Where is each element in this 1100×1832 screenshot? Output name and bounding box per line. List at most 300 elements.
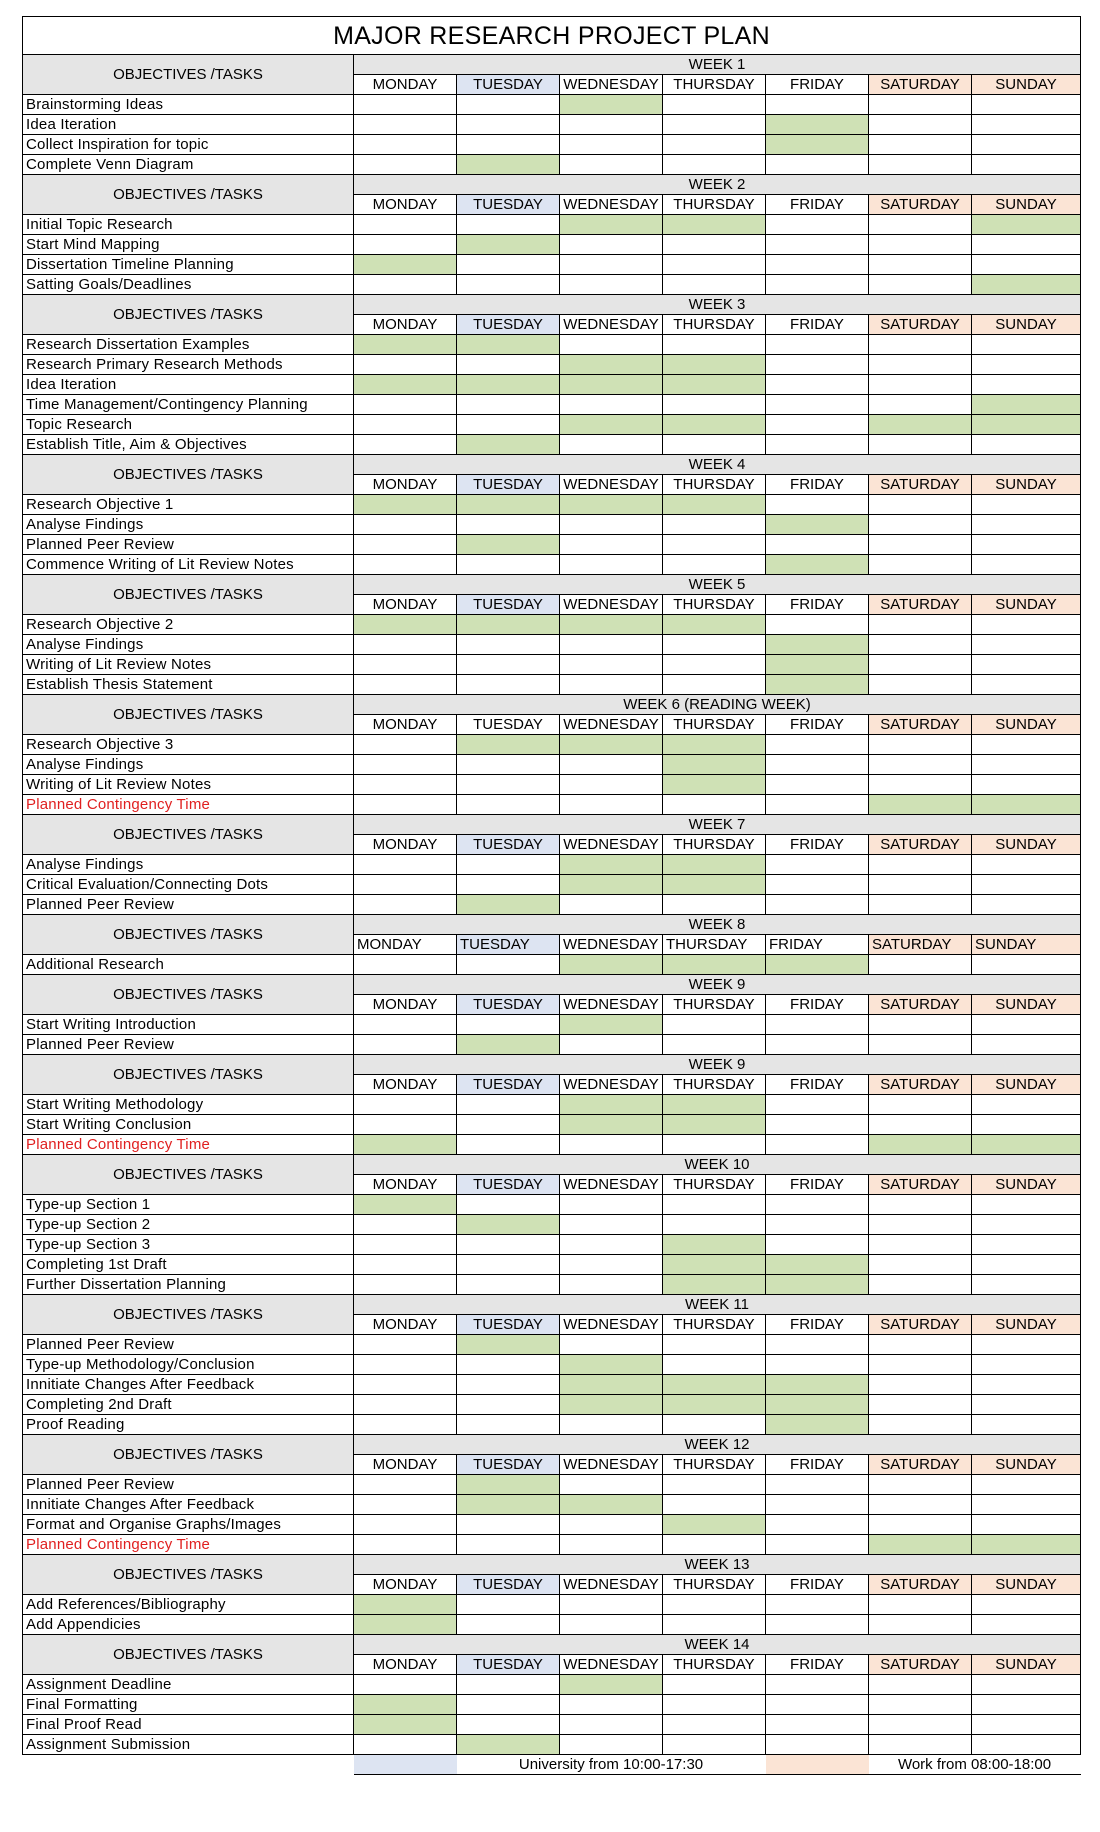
empty-cell-monday (354, 1495, 457, 1515)
empty-cell-monday (354, 1275, 457, 1295)
empty-cell-tuesday (457, 275, 560, 295)
task-row (23, 1275, 1081, 1295)
empty-cell-tuesday (457, 115, 560, 135)
day-header-thursday: THURSDAY (663, 195, 766, 215)
day-header-saturday: SATURDAY (869, 1455, 972, 1475)
empty-cell-thursday (663, 255, 766, 275)
empty-cell-friday (766, 735, 869, 755)
empty-cell-saturday (869, 215, 972, 235)
task-name: Planned Contingency Time (23, 1135, 354, 1155)
empty-cell-wednesday (560, 1135, 663, 1155)
task-name: Research Objective 2 (23, 615, 354, 635)
empty-cell-saturday (869, 1475, 972, 1495)
empty-cell-saturday (869, 395, 972, 415)
day-header-wednesday: WEDNESDAY (560, 1655, 663, 1675)
empty-cell-tuesday (457, 855, 560, 875)
week-label: WEEK 2 (354, 175, 1081, 195)
week-label: WEEK 14 (354, 1635, 1081, 1655)
empty-cell-monday (354, 415, 457, 435)
empty-cell-tuesday (457, 1275, 560, 1295)
day-header-tuesday: TUESDAY (457, 1655, 560, 1675)
task-row (23, 415, 1081, 435)
scheduled-cell-thursday (663, 415, 766, 435)
task-name: Completing 2nd Draft (23, 1395, 354, 1415)
empty-cell-saturday (869, 555, 972, 575)
empty-cell-saturday (869, 1615, 972, 1635)
task-name: Additional Research (23, 955, 354, 975)
empty-cell-tuesday (457, 1255, 560, 1275)
task-name: Research Primary Research Methods (23, 355, 354, 375)
empty-cell-thursday (663, 1215, 766, 1235)
day-header-thursday: THURSDAY (663, 715, 766, 735)
task-name: Writing of Lit Review Notes (23, 655, 354, 675)
scheduled-cell-thursday (663, 755, 766, 775)
empty-cell-thursday (663, 1335, 766, 1355)
task-name: Planned Peer Review (23, 1475, 354, 1495)
scheduled-cell-monday (354, 1615, 457, 1635)
task-name: Planned Contingency Time (23, 1535, 354, 1555)
objectives-tasks-header: OBJECTIVES /TASKS (23, 815, 354, 855)
day-header-thursday: THURSDAY (663, 1075, 766, 1095)
task-row (23, 875, 1081, 895)
scheduled-cell-thursday (663, 1115, 766, 1135)
empty-cell-wednesday (560, 1215, 663, 1235)
task-row (23, 1615, 1081, 1635)
day-header-tuesday: TUESDAY (457, 715, 560, 735)
empty-cell-monday (354, 115, 457, 135)
empty-cell-monday (354, 235, 457, 255)
empty-cell-friday (766, 895, 869, 915)
empty-cell-sunday (972, 1495, 1081, 1515)
task-row (23, 515, 1081, 535)
day-header-friday: FRIDAY (766, 835, 869, 855)
title-row (23, 17, 1081, 55)
week-label: WEEK 13 (354, 1555, 1081, 1575)
task-row (23, 375, 1081, 395)
task-row (23, 555, 1081, 575)
empty-cell-monday (354, 855, 457, 875)
empty-cell-monday (354, 215, 457, 235)
university-color-swatch (354, 1755, 457, 1775)
empty-cell-sunday (972, 1395, 1081, 1415)
empty-cell-friday (766, 415, 869, 435)
scheduled-cell-wednesday (560, 615, 663, 635)
empty-cell-monday (354, 775, 457, 795)
empty-cell-tuesday (457, 775, 560, 795)
empty-cell-saturday (869, 735, 972, 755)
task-row (23, 655, 1081, 675)
empty-cell-wednesday (560, 115, 663, 135)
week-label: WEEK 11 (354, 1295, 1081, 1315)
scheduled-cell-saturday (869, 1535, 972, 1555)
scheduled-cell-sunday (972, 795, 1081, 815)
empty-cell-friday (766, 435, 869, 455)
empty-cell-monday (354, 1115, 457, 1135)
empty-cell-friday (766, 155, 869, 175)
task-row (23, 1515, 1081, 1535)
scheduled-cell-monday (354, 1195, 457, 1215)
scheduled-cell-thursday (663, 875, 766, 895)
empty-cell-sunday (972, 1235, 1081, 1255)
day-header-saturday: SATURDAY (869, 1315, 972, 1335)
empty-cell-sunday (972, 735, 1081, 755)
empty-cell-monday (354, 675, 457, 695)
empty-cell-friday (766, 395, 869, 415)
empty-cell-saturday (869, 335, 972, 355)
empty-cell-tuesday (457, 395, 560, 415)
scheduled-cell-monday (354, 255, 457, 275)
day-header-monday: MONDAY (354, 1655, 457, 1675)
empty-cell-tuesday (457, 1115, 560, 1135)
task-name: Start Writing Methodology (23, 1095, 354, 1115)
week-label: WEEK 8 (354, 915, 1081, 935)
empty-cell-tuesday (457, 1595, 560, 1615)
scheduled-cell-wednesday (560, 495, 663, 515)
empty-cell-tuesday (457, 1375, 560, 1395)
empty-cell-wednesday (560, 1035, 663, 1055)
task-name: Initial Topic Research (23, 215, 354, 235)
task-name: Dissertation Timeline Planning (23, 255, 354, 275)
empty-cell-tuesday (457, 1355, 560, 1375)
empty-cell-thursday (663, 155, 766, 175)
scheduled-cell-wednesday (560, 955, 663, 975)
scheduled-cell-monday (354, 1595, 457, 1615)
task-row (23, 1115, 1081, 1135)
empty-cell-tuesday (457, 1235, 560, 1255)
scheduled-cell-friday (766, 1415, 869, 1435)
empty-cell-saturday (869, 1115, 972, 1135)
scheduled-cell-tuesday (457, 1495, 560, 1515)
empty-cell-friday (766, 1515, 869, 1535)
empty-cell-sunday (972, 255, 1081, 275)
week-header-row (23, 815, 1081, 835)
empty-cell-sunday (972, 635, 1081, 655)
empty-cell-thursday (663, 1675, 766, 1695)
empty-cell-thursday (663, 1535, 766, 1555)
day-header-saturday: SATURDAY (869, 75, 972, 95)
scheduled-cell-monday (354, 335, 457, 355)
empty-cell-saturday (869, 275, 972, 295)
day-header-saturday: SATURDAY (869, 995, 972, 1015)
empty-cell-tuesday (457, 1195, 560, 1215)
task-name: Start Writing Conclusion (23, 1115, 354, 1135)
empty-cell-wednesday (560, 1615, 663, 1635)
scheduled-cell-monday (354, 1715, 457, 1735)
task-name: Research Objective 1 (23, 495, 354, 515)
empty-cell-thursday (663, 895, 766, 915)
empty-cell-friday (766, 275, 869, 295)
empty-cell-sunday (972, 1215, 1081, 1235)
empty-cell-saturday (869, 1355, 972, 1375)
task-name: Type-up Methodology/Conclusion (23, 1355, 354, 1375)
day-header-friday: FRIDAY (766, 595, 869, 615)
week-header-row (23, 1635, 1081, 1655)
week-label: WEEK 12 (354, 1435, 1081, 1455)
empty-cell-thursday (663, 675, 766, 695)
empty-cell-saturday (869, 1255, 972, 1275)
legend-row (23, 1755, 1081, 1775)
task-name: Completing 1st Draft (23, 1255, 354, 1275)
task-name: Final Proof Read (23, 1715, 354, 1735)
task-row (23, 955, 1081, 975)
empty-cell-wednesday (560, 1235, 663, 1255)
empty-cell-friday (766, 1615, 869, 1635)
empty-cell-sunday (972, 895, 1081, 915)
empty-cell-saturday (869, 135, 972, 155)
empty-cell-sunday (972, 535, 1081, 555)
empty-cell-monday (354, 755, 457, 775)
empty-cell-saturday (869, 1495, 972, 1515)
empty-cell-thursday (663, 1735, 766, 1755)
day-header-monday: MONDAY (354, 715, 457, 735)
week-label: WEEK 5 (354, 575, 1081, 595)
scheduled-cell-thursday (663, 215, 766, 235)
task-name: Proof Reading (23, 1415, 354, 1435)
day-header-wednesday: WEDNESDAY (560, 195, 663, 215)
empty-cell-tuesday (457, 1535, 560, 1555)
objectives-tasks-header: OBJECTIVES /TASKS (23, 55, 354, 95)
work-color-swatch (766, 1755, 869, 1775)
empty-cell-monday (354, 435, 457, 455)
empty-cell-sunday (972, 775, 1081, 795)
empty-cell-thursday (663, 1615, 766, 1635)
empty-cell-tuesday (457, 515, 560, 535)
empty-cell-wednesday (560, 435, 663, 455)
day-header-saturday: SATURDAY (869, 315, 972, 335)
day-header-thursday: THURSDAY (663, 315, 766, 335)
empty-cell-friday (766, 235, 869, 255)
scheduled-cell-friday (766, 115, 869, 135)
scheduled-cell-saturday (869, 795, 972, 815)
scheduled-cell-tuesday (457, 235, 560, 255)
scheduled-cell-wednesday (560, 95, 663, 115)
task-row (23, 1215, 1081, 1235)
empty-cell-monday (354, 1355, 457, 1375)
task-name: Idea Iteration (23, 115, 354, 135)
empty-cell-wednesday (560, 1255, 663, 1275)
task-row (23, 1375, 1081, 1395)
empty-cell-saturday (869, 255, 972, 275)
scheduled-cell-thursday (663, 375, 766, 395)
day-header-thursday: THURSDAY (663, 595, 766, 615)
empty-cell-thursday (663, 1015, 766, 1035)
task-row (23, 335, 1081, 355)
task-name: Complete Venn Diagram (23, 155, 354, 175)
empty-cell-friday (766, 775, 869, 795)
empty-cell-wednesday (560, 795, 663, 815)
week-header-row (23, 55, 1081, 75)
empty-cell-thursday (663, 1195, 766, 1215)
day-header-friday: FRIDAY (766, 1655, 869, 1675)
empty-cell-saturday (869, 435, 972, 455)
empty-cell-friday (766, 1135, 869, 1155)
week-header-row (23, 295, 1081, 315)
empty-cell-wednesday (560, 1695, 663, 1715)
empty-cell-sunday (972, 615, 1081, 635)
empty-cell-saturday (869, 855, 972, 875)
empty-cell-tuesday (457, 1675, 560, 1695)
empty-cell-monday (354, 1515, 457, 1535)
day-header-sunday: SUNDAY (972, 1075, 1081, 1095)
day-header-monday: MONDAY (354, 595, 457, 615)
day-header-monday: MONDAY (354, 835, 457, 855)
task-name: Start Writing Introduction (23, 1015, 354, 1035)
empty-cell-tuesday (457, 1095, 560, 1115)
empty-cell-friday (766, 1495, 869, 1515)
task-name: Analyse Findings (23, 515, 354, 535)
task-row (23, 1415, 1081, 1435)
task-name: Analyse Findings (23, 755, 354, 775)
empty-cell-tuesday (457, 355, 560, 375)
task-row (23, 1235, 1081, 1255)
scheduled-cell-thursday (663, 1515, 766, 1535)
day-header-tuesday: TUESDAY (457, 595, 560, 615)
day-header-monday: MONDAY (354, 195, 457, 215)
empty-cell-thursday (663, 515, 766, 535)
scheduled-cell-wednesday (560, 875, 663, 895)
empty-cell-saturday (869, 895, 972, 915)
empty-cell-saturday (869, 675, 972, 695)
scheduled-cell-wednesday (560, 355, 663, 375)
scheduled-cell-friday (766, 675, 869, 695)
day-header-wednesday: WEDNESDAY (560, 1575, 663, 1595)
empty-cell-monday (354, 1415, 457, 1435)
empty-cell-wednesday (560, 1735, 663, 1755)
day-header-tuesday: TUESDAY (457, 195, 560, 215)
empty-cell-thursday (663, 335, 766, 355)
task-name: Topic Research (23, 415, 354, 435)
day-header-thursday: THURSDAY (663, 1575, 766, 1595)
empty-cell-thursday (663, 1355, 766, 1375)
empty-cell-tuesday (457, 1015, 560, 1035)
empty-cell-saturday (869, 515, 972, 535)
empty-cell-monday (354, 1375, 457, 1395)
scheduled-cell-wednesday (560, 1015, 663, 1035)
empty-cell-sunday (972, 1515, 1081, 1535)
day-header-monday: MONDAY (354, 1455, 457, 1475)
empty-cell-friday (766, 1195, 869, 1215)
empty-cell-tuesday (457, 1415, 560, 1435)
empty-cell-sunday (972, 1615, 1081, 1635)
task-row (23, 1715, 1081, 1735)
day-header-saturday: SATURDAY (869, 1655, 972, 1675)
day-header-friday: FRIDAY (766, 935, 869, 955)
empty-cell-monday (354, 1675, 457, 1695)
empty-cell-sunday (972, 1335, 1081, 1355)
empty-cell-friday (766, 1095, 869, 1115)
day-header-sunday: SUNDAY (972, 1575, 1081, 1595)
scheduled-cell-tuesday (457, 1035, 560, 1055)
scheduled-cell-thursday (663, 495, 766, 515)
task-row (23, 395, 1081, 415)
day-header-wednesday: WEDNESDAY (560, 1075, 663, 1095)
empty-cell-monday (354, 955, 457, 975)
scheduled-cell-wednesday (560, 415, 663, 435)
day-header-friday: FRIDAY (766, 1455, 869, 1475)
day-header-saturday: SATURDAY (869, 715, 972, 735)
day-header-wednesday: WEDNESDAY (560, 315, 663, 335)
empty-cell-wednesday (560, 1715, 663, 1735)
empty-cell-sunday (972, 135, 1081, 155)
day-header-tuesday: TUESDAY (457, 835, 560, 855)
scheduled-cell-friday (766, 955, 869, 975)
university-hours-label: University from 10:00-17:30 (457, 1755, 766, 1775)
scheduled-cell-wednesday (560, 215, 663, 235)
empty-cell-saturday (869, 1195, 972, 1215)
task-name: Commence Writing of Lit Review Notes (23, 555, 354, 575)
empty-cell-monday (354, 735, 457, 755)
scheduled-cell-friday (766, 1275, 869, 1295)
empty-cell-tuesday (457, 795, 560, 815)
task-name: Analyse Findings (23, 635, 354, 655)
empty-cell-tuesday (457, 255, 560, 275)
objectives-tasks-header: OBJECTIVES /TASKS (23, 1555, 354, 1595)
empty-cell-monday (354, 635, 457, 655)
empty-cell-sunday (972, 1195, 1081, 1215)
empty-cell-friday (766, 1475, 869, 1495)
scheduled-cell-tuesday (457, 615, 560, 635)
day-header-wednesday: WEDNESDAY (560, 1175, 663, 1195)
empty-cell-sunday (972, 1255, 1081, 1275)
day-header-sunday: SUNDAY (972, 715, 1081, 735)
task-name: Time Management/Contingency Planning (23, 395, 354, 415)
task-name: Research Dissertation Examples (23, 335, 354, 355)
empty-cell-friday (766, 495, 869, 515)
project-plan-table (22, 16, 1081, 1775)
task-name: Innitiate Changes After Feedback (23, 1375, 354, 1395)
scheduled-cell-tuesday (457, 495, 560, 515)
empty-cell-thursday (663, 1495, 766, 1515)
task-row (23, 1135, 1081, 1155)
task-name: Start Mind Mapping (23, 235, 354, 255)
empty-cell-wednesday (560, 755, 663, 775)
empty-cell-monday (354, 1395, 457, 1415)
empty-cell-sunday (972, 435, 1081, 455)
scheduled-cell-wednesday (560, 1495, 663, 1515)
empty-cell-thursday (663, 795, 766, 815)
day-header-tuesday: TUESDAY (457, 1075, 560, 1095)
empty-cell-friday (766, 1015, 869, 1035)
task-row (23, 1535, 1081, 1555)
task-row (23, 895, 1081, 915)
empty-cell-friday (766, 875, 869, 895)
empty-cell-thursday (663, 115, 766, 135)
week-header-row (23, 1055, 1081, 1075)
empty-cell-sunday (972, 1115, 1081, 1135)
scheduled-cell-sunday (972, 395, 1081, 415)
empty-cell-sunday (972, 495, 1081, 515)
empty-cell-friday (766, 1215, 869, 1235)
empty-cell-wednesday (560, 135, 663, 155)
day-header-tuesday: TUESDAY (457, 1575, 560, 1595)
task-row (23, 755, 1081, 775)
day-header-friday: FRIDAY (766, 1075, 869, 1095)
task-name: Type-up Section 2 (23, 1215, 354, 1235)
day-header-wednesday: WEDNESDAY (560, 715, 663, 735)
task-name: Planned Peer Review (23, 535, 354, 555)
objectives-tasks-header: OBJECTIVES /TASKS (23, 1435, 354, 1475)
week-label: WEEK 9 (354, 1055, 1081, 1075)
empty-cell-sunday (972, 1715, 1081, 1735)
empty-cell-tuesday (457, 755, 560, 775)
empty-cell-wednesday (560, 1415, 663, 1435)
task-name: Critical Evaluation/Connecting Dots (23, 875, 354, 895)
scheduled-cell-thursday (663, 1235, 766, 1255)
empty-cell-saturday (869, 1095, 972, 1115)
empty-cell-saturday (869, 1035, 972, 1055)
empty-cell-wednesday (560, 675, 663, 695)
scheduled-cell-tuesday (457, 435, 560, 455)
